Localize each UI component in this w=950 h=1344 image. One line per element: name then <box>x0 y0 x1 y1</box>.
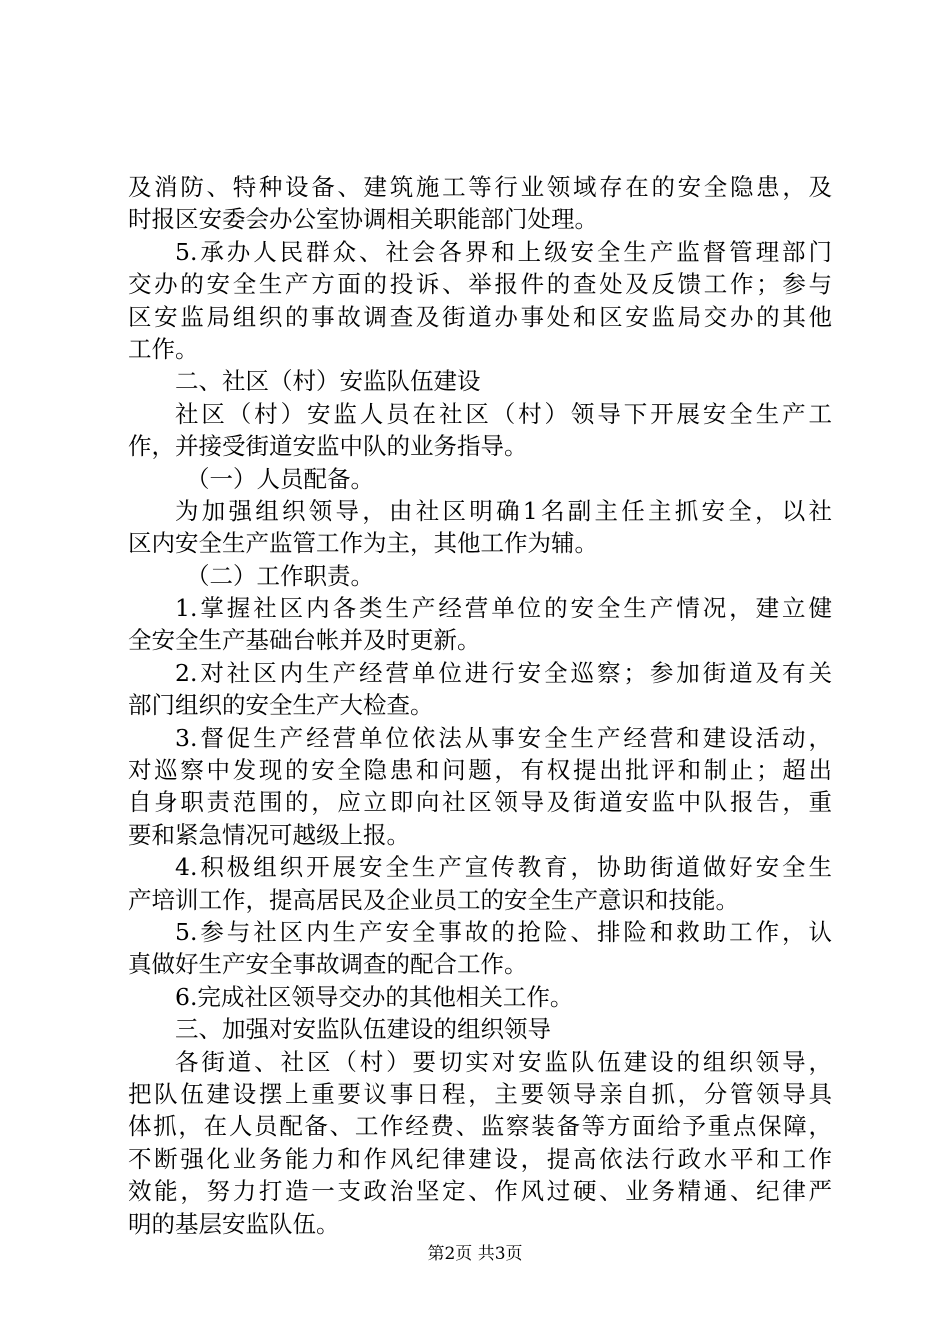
text-line: 6.完成社区领导交办的其他相关工作。 <box>175 982 574 1011</box>
text-line: 把队伍建设摆上重要议事日程，主要领导亲自抓，分管领导具 <box>128 1079 832 1108</box>
text-line: 不断强化业务能力和作风纪律建设，提高依法行政水平和工作 <box>128 1144 832 1173</box>
text-line: 对巡察中发现的安全隐患和问题，有权提出批评和制止；超出 <box>128 756 832 785</box>
text-line: 效能，努力打造一支政治坚定、作风过硬、业务精通、纪律严 <box>128 1177 832 1206</box>
text-line: 体抓，在人员配备、工作经费、监察装备等方面给予重点保障， <box>128 1112 832 1141</box>
text-line: 5.参与社区内生产安全事故的抢险、排险和救助工作，认 <box>175 917 832 946</box>
text-line: 1.掌握社区内各类生产经营单位的安全生产情况，建立健 <box>175 594 832 623</box>
text-line: 工作。 <box>128 334 199 363</box>
text-line: 自身职责范围的，应立即向社区领导及街道安监中队报告，重 <box>128 788 832 817</box>
text-line: （一）人员配备。 <box>186 464 374 493</box>
text-line: 要和紧急情况可越级上报。 <box>128 820 410 849</box>
text-line: 2.对社区内生产经营单位进行安全巡察；参加街道及有关 <box>175 658 832 687</box>
text-line: 明的基层安监队伍。 <box>128 1209 340 1238</box>
text-line: （二）工作职责。 <box>186 561 374 590</box>
text-line: 作，并接受街道安监中队的业务指导。 <box>128 432 528 461</box>
text-line: 三、加强对安监队伍建设的组织领导 <box>175 1015 551 1044</box>
text-line: 5.承办人民群众、社会各界和上级安全生产监督管理部门 <box>175 237 832 266</box>
text-line: 社区（村）安监人员在社区（村）领导下开展安全生产工 <box>175 399 832 428</box>
text-line: 交办的安全生产方面的投诉、举报件的查处及反馈工作；参与 <box>128 270 832 299</box>
text-line: 产培训工作，提高居民及企业员工的安全生产意识和技能。 <box>128 885 739 914</box>
text-line: 真做好生产安全事故调查的配合工作。 <box>128 950 528 979</box>
text-line: 各街道、社区（村）要切实对安监队伍建设的组织领导， <box>175 1047 832 1076</box>
document-body <box>128 171 832 1240</box>
text-line: 时报区安委会办公室协调相关职能部门处理。 <box>128 205 598 234</box>
text-line: 区安监局组织的事故调查及街道办事处和区安监局交办的其他 <box>128 302 832 331</box>
text-line: 部门组织的安全生产大检查。 <box>128 691 434 720</box>
text-line: 为加强组织领导，由社区明确1名副主任主抓安全，以社 <box>175 496 832 525</box>
text-line: 4.积极组织开展安全生产宣传教育，协助街道做好安全生 <box>175 853 832 882</box>
text-line: 全安全生产基础台帐并及时更新。 <box>128 626 481 655</box>
text-line: 3.督促生产经营单位依法从事安全生产经营和建设活动， <box>175 723 832 752</box>
text-line: 区内安全生产监管工作为主，其他工作为辅。 <box>128 529 598 558</box>
text-line: 二、社区（村）安监队伍建设 <box>175 367 481 396</box>
page-footer: 第2页 共3页 <box>427 1244 523 1264</box>
text-line: 及消防、特种设备、建筑施工等行业领域存在的安全隐患，及 <box>128 173 832 201</box>
